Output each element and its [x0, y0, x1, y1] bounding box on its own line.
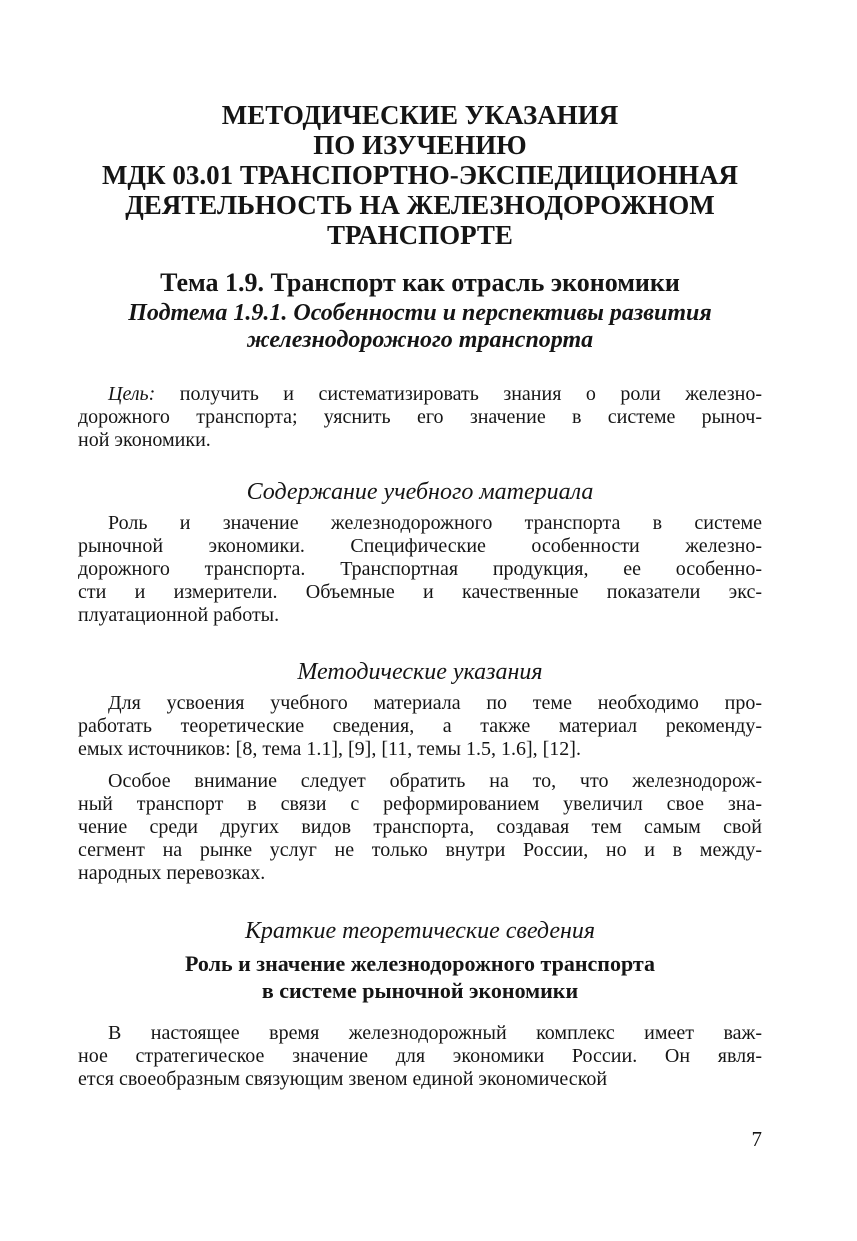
- title-line: ТРАНСПОРТЕ: [327, 220, 513, 250]
- document-title: [78, 100, 762, 250]
- text-line: ной экономики.: [78, 429, 211, 451]
- theory-subheading-line: в системе рыночной экономики: [261, 978, 579, 1003]
- text-line: народных перевозках.: [78, 862, 266, 884]
- goal-paragraph: [78, 383, 762, 452]
- text-line: ный транспорт в связи с реформированием увеличил свое зна-: [78, 793, 762, 815]
- title-line: ДЕЯТЕЛЬНОСТЬ НА ЖЕЛЕЗНОДОРОЖНОМ: [125, 190, 715, 220]
- title-line: МЕТОДИЧЕСКИЕ УКАЗАНИЯ: [221, 100, 619, 130]
- section-heading-content: Содержание учебного материала: [246, 479, 594, 505]
- text-line: плуатационной работы.: [78, 604, 280, 626]
- title-line: МДК 03.01 ТРАНСПОРТНО-ЭКСПЕДИЦИОННАЯ: [101, 160, 739, 190]
- page-number: 7: [751, 1127, 762, 1151]
- paragraph: [78, 770, 762, 885]
- text-line: работать теоретические сведения, а также материал рекоменду-: [78, 715, 762, 737]
- theory-subheading-line: Роль и значение железнодорожного транспорта: [185, 951, 655, 976]
- topic-heading: Тема 1.9. Транспорт как отрасль экономики: [160, 268, 680, 297]
- title-line: ПО ИЗУЧЕНИЮ: [313, 130, 527, 160]
- text-line: емых источников: [8, тема 1.1], [9], [11, темы 1.5, 1.6], [12].: [78, 738, 581, 760]
- goal-label: Цель:: [108, 383, 156, 405]
- paragraph: [78, 1022, 762, 1091]
- section-heading-theory: Краткие теоретические сведения: [244, 918, 596, 944]
- text-line: Роль и значение железнодорожного транспорта в системе: [108, 512, 762, 534]
- text-line: Особое внимание следует обратить на то, что железнодорож-: [108, 770, 762, 792]
- text-line: дорожного транспорта. Транспортная продукция, ее особенно-: [78, 558, 762, 580]
- content-column: [78, 100, 762, 1151]
- subtopic-line: Подтема 1.9.1. Особенности и перспективы развития: [128, 300, 712, 326]
- text-line: чение среди других видов транспорта, создавая тем самым свой: [78, 816, 762, 838]
- theory-subheading: [78, 950, 762, 1004]
- paragraph: [78, 512, 762, 627]
- goal-line-text: получить и систематизировать знания о роли железно-: [179, 383, 762, 405]
- text-line: сегмент на рынке услуг не только внутри России, но и в между-: [78, 839, 762, 861]
- text-line: сти и измерители. Объемные и качественные показатели экс-: [78, 581, 762, 603]
- text-line: рыночной экономики. Специфические особенности железно-: [78, 535, 762, 557]
- section-heading-guidelines: Методические указания: [297, 659, 543, 685]
- text-line: В настоящее время железнодорожный комплекс имеет важ-: [108, 1022, 762, 1044]
- text-line: ное стратегическое значение для экономики России. Он явля-: [78, 1045, 762, 1067]
- text-line: [78, 383, 762, 406]
- text-line: дорожного транспорта; уяснить его значение в системе рыноч-: [78, 406, 762, 428]
- paragraph: [78, 692, 762, 761]
- text-line: Для усвоения учебного материала по теме необходимо про-: [108, 692, 762, 714]
- subtopic-line: железнодорожного транспорта: [246, 327, 594, 353]
- subtopic-heading: [78, 300, 762, 354]
- text-line: ется своеобразным связующим звеном единой экономической: [78, 1068, 608, 1090]
